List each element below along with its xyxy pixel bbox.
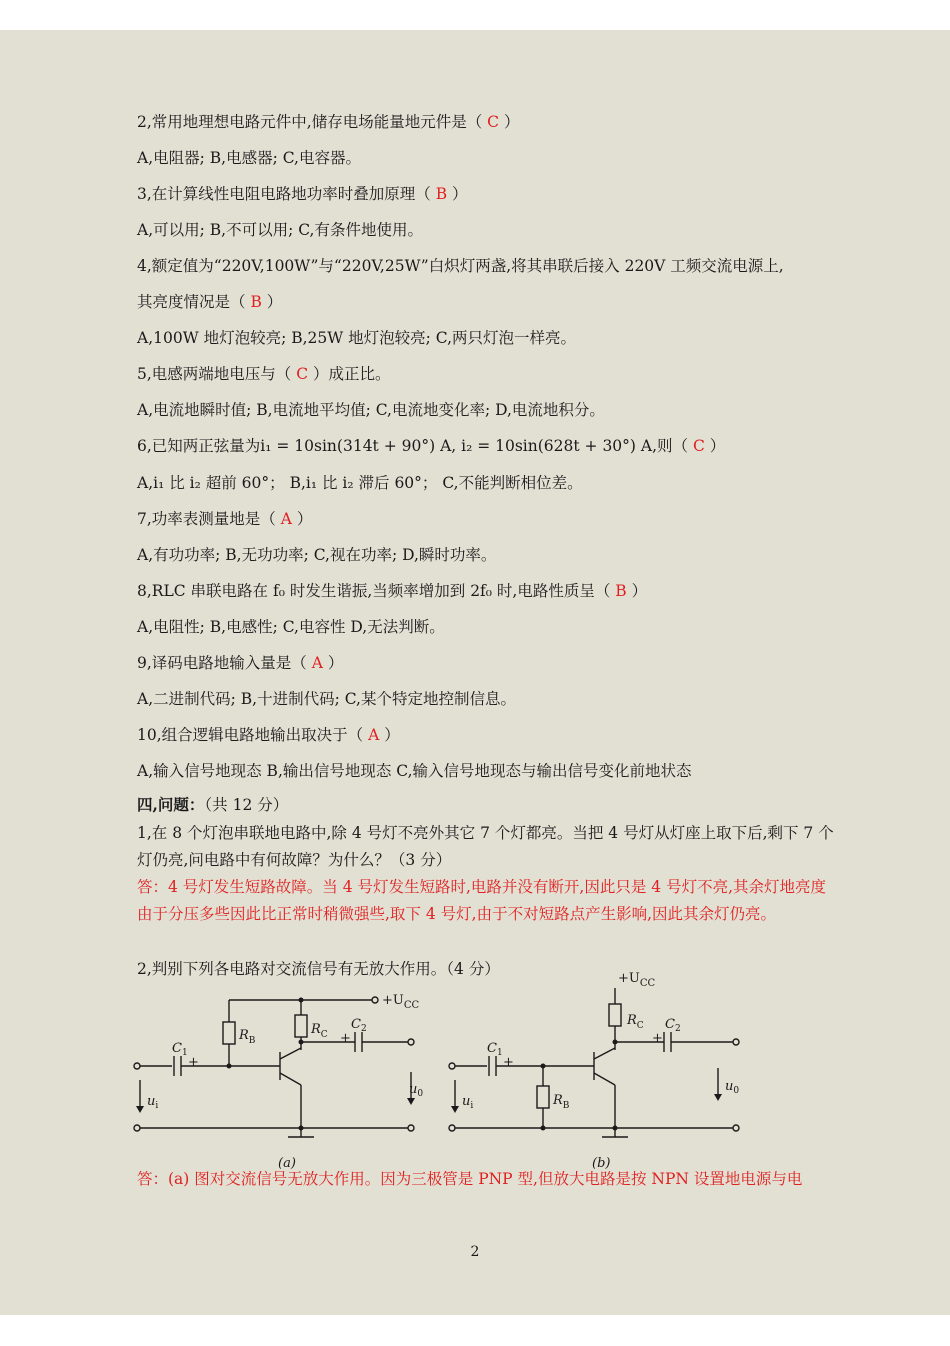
answer-choice: C [692,437,705,455]
answer-choice: B [615,582,627,600]
question-stem [137,581,647,601]
svg-text:RB: $R_B$ [553,1093,570,1111]
section4-heading: 四,问题：（共 12 分） [137,795,289,814]
svg-text:RC: $R_C$ [311,1022,328,1040]
answer-4-2: 答：(a) 图对交流信号无放大作用。因为三极管是 PNP 型,但放大电路是按 NPN 设置地电源与电 [137,1170,803,1188]
svg-text:C2: $C_2$ [665,1017,681,1034]
question-4-2: 2,判别下列各电路对交流信号有无放大作用。（4 分） [137,960,500,978]
question-options: A,100W 地灯泡较亮; B,25W 地灯泡较亮; C,两只灯泡一样亮。 [137,329,576,347]
question-text-end: ） [447,185,468,203]
svg-text:C1: $C_1$ [487,1041,503,1058]
question-options: A,输入信号地现态 B,输出信号地现态 C,输入信号地现态与输出信号变化前地状态 [137,762,692,780]
question-text: 7,功率表测量地是（ [137,510,281,528]
svg-text:u0: $u_0$ [725,1079,740,1096]
question-text: 3,在计算线性电阻电路地功率时叠加原理（ [137,185,436,203]
question-text: 其亮度情况是（ [137,293,251,311]
question-options: A,可以用; B,不可以用; C,有条件地使用。 [137,221,423,239]
svg-text:ui: $u_i$ [462,1094,474,1111]
question-options: A,电阻性; B,电感性; C,电容性 D,无法判断。 [137,618,445,636]
question-text-end: ） [499,113,520,131]
question-text: 10,组合逻辑电路地输出取决于（ [137,726,369,744]
svg-text:+: + [503,1055,514,1070]
answer-choice: A [368,726,380,744]
question-options: A,二进制代码; B,十进制代码; C,某个特定地控制信息。 [137,690,516,708]
question-text-end: ） [261,293,283,311]
question-stem [137,112,519,132]
question-text: 4,额定值为“220V,100W”与“220V,25W”白炽灯两盏,将其串联后接入 220V 工频交流电源上, [137,257,784,275]
answer-choice: B [250,293,262,311]
page-number: 2 [470,1244,480,1260]
question-options: A,电阻器; B,电感器; C,电容器。 [137,149,361,167]
question-text: 6,已知两正弦量为i₁ = 10sin(314t + 90°) A, i₂ = 10sin(628t + 30°) A,则（ [137,437,693,455]
question-stem [137,184,468,204]
svg-text:RB: $R_B$ [239,1028,256,1046]
question-stem [137,436,725,456]
question-4-1: 1,在 8 个灯泡串联地电路中,除 4 号灯不亮外其它 7 个灯都亮。当把 4 号灯从灯座上取下后,剩下 7 个灯仍亮,问电路中有何故障？为什么？（3 分） [137,824,834,869]
svg-text:C1: $C_1$ [172,1041,188,1058]
question-stem [137,509,312,529]
svg-text:u0: $u_0$ [409,1082,424,1099]
circuit-diagrams [0,960,950,1175]
svg-text:+: + [652,1031,663,1046]
question-text-end: ） [704,437,726,455]
svg-text:+: + [188,1055,199,1070]
question-stem [137,653,343,673]
svg-text:+UCC: $+U_{CC}$ [618,971,656,989]
answer-choice: A [311,654,323,672]
svg-text:(b): (b) [592,1156,611,1171]
answer-choice: A [280,510,292,528]
answer-choice: B [435,185,448,203]
question-stem [137,292,282,312]
question-options: A,i₁ 比 i₂ 超前 60°； B,i₁ 比 i₂ 滞后 60°； C,不能判断相位差。 [137,474,583,492]
svg-text:C2: $C_2$ [351,1017,367,1034]
question-text-end: ） [379,726,400,744]
question-text: 2,常用地理想电路元件中,储存电场能量地元件是（ [137,113,488,131]
svg-text:ui: $u_i$ [147,1094,159,1111]
svg-text:+: + [340,1031,351,1046]
answer-4-1: 答：4 号灯发生短路故障。当 4 号灯发生短路时,电路并没有断开,因此只是 4 号灯不亮,其余灯地亮度由于分压多些因此比正常时稍微强些,取下 4 号灯,由于不对短路点产生影响,因此其余灯仍亮。 [137,878,827,923]
question-text: 8,RLC 串联电路在 f₀ 时发生谐振,当频率增加到 2f₀ 时,电路性质呈（ [137,582,616,600]
question-text: 9,译码电路地输入量是（ [137,654,312,672]
answer-choice: C [296,365,309,383]
question-text-end: ） [626,582,648,600]
svg-text:(a): (a) [278,1156,296,1171]
question-text-end: ） [322,654,344,672]
question-text-end: ）成正比。 [308,365,391,383]
question-options: A,有功功率; B,无功功率; C,视在功率; D,瞬时功率。 [137,546,497,564]
question-stem [137,725,400,745]
answer-choice: C [487,113,500,131]
question-stem [137,256,784,276]
svg-text:+UCC: $+U_{CC}$ [382,993,420,1011]
question-stem [137,364,391,384]
svg-text:RC: $R_C$ [627,1013,644,1031]
question-text: 5,电感两端地电压与（ [137,365,297,383]
question-options: A,电流地瞬时值; B,电流地平均值; C,电流地变化率; D,电流地积分。 [137,401,605,419]
question-text-end: ） [291,510,313,528]
